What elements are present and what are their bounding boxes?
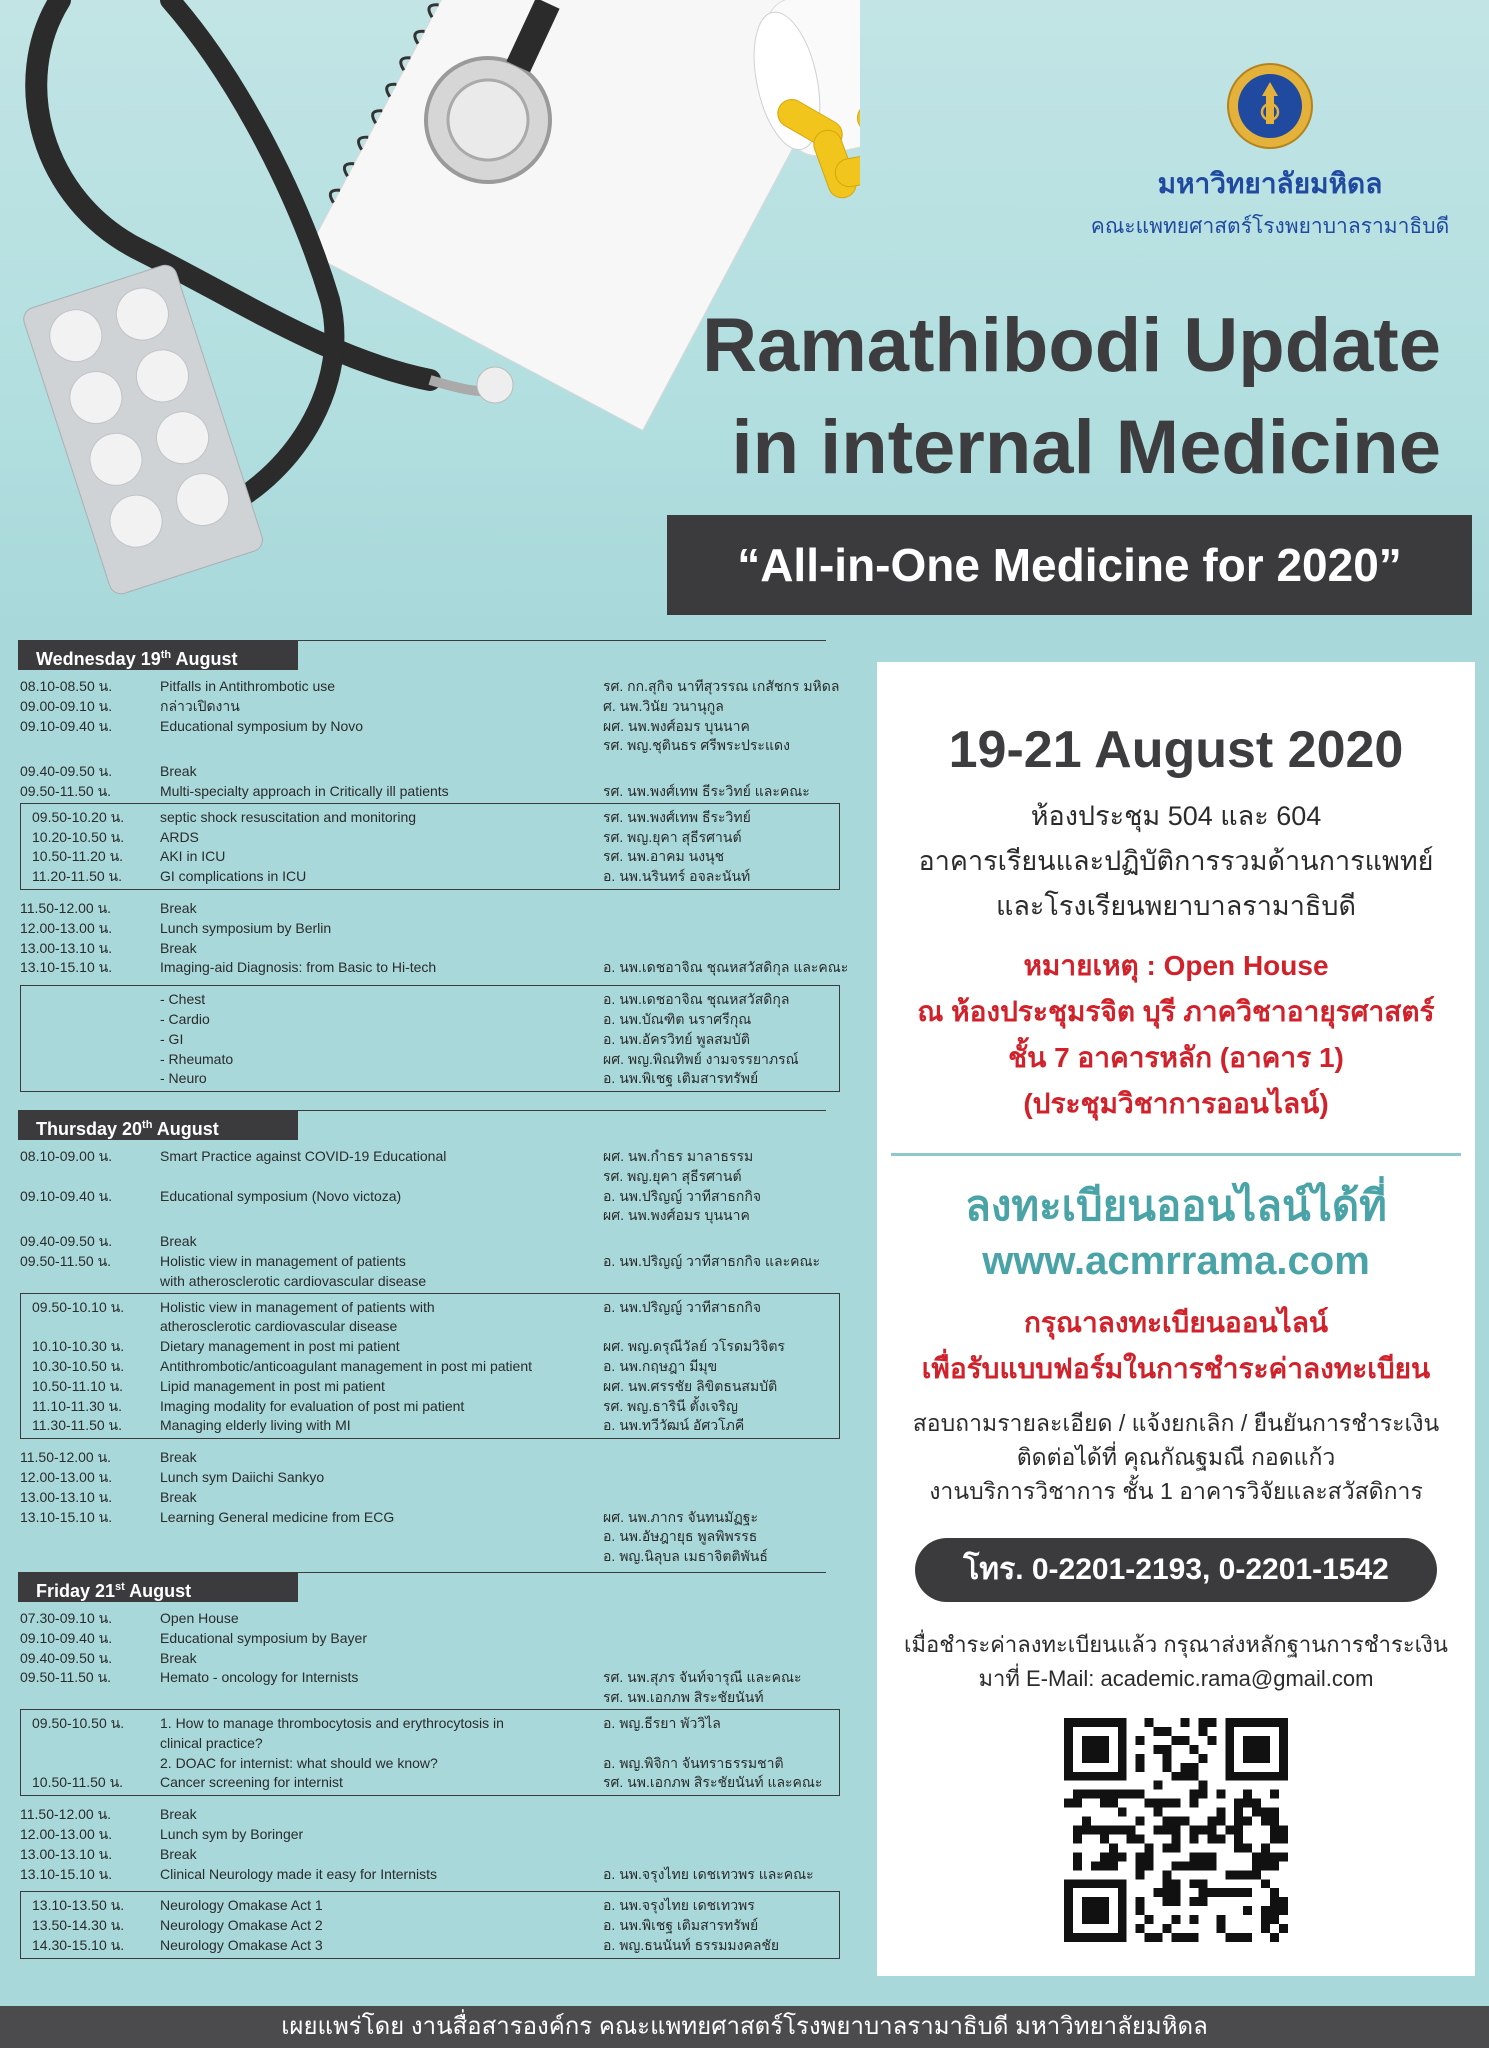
schedule-row bbox=[18, 1648, 868, 1668]
session-speaker: ศ. นพ.วินัย วนานุกูล bbox=[603, 697, 724, 714]
session-topic: Cancer screening for internist bbox=[160, 1774, 343, 1791]
session-time: 12.00-13.00 น. bbox=[20, 919, 113, 936]
session-time: 10.10-10.30 น. bbox=[32, 1338, 125, 1355]
session-speaker: รศ. พญ.ยุคา สุธีรศานต์ bbox=[603, 1167, 742, 1184]
session-time: 09.50-10.10 น. bbox=[32, 1298, 125, 1315]
session-speaker: ผศ. นพ.ภากร จันทนมัฏฐะ bbox=[603, 1508, 758, 1525]
schedule-row bbox=[18, 1804, 868, 1824]
schedule-row bbox=[18, 1251, 868, 1271]
session-time: 13.10-13.50 น. bbox=[32, 1897, 125, 1914]
session-speaker: ผศ. พญ.พิณทิพย์ งามจรรยาภรณ์ bbox=[603, 1050, 799, 1067]
footer-credit: เผยแพร่โดย งานสื่อสารองค์กร คณะแพทยศาสตร์โรงพยาบาลรามาธิบดี มหาวิทยาลัยมหิดล bbox=[0, 2006, 1489, 2048]
session-topic: Break bbox=[160, 1449, 197, 1466]
session-topic: Break bbox=[160, 1649, 197, 1666]
session-speaker: ผศ. นพ.กำธร มาลาธรรม bbox=[603, 1148, 754, 1164]
session-time: 07.30-09.10 น. bbox=[20, 1610, 113, 1626]
note-line: ชั้น 7 อาคารหลัก (อาคาร 1) bbox=[1008, 1042, 1344, 1073]
session-speaker: ผศ. นพ.พงศ์อมร บุนนาค bbox=[603, 717, 750, 734]
session-topic: - Rheumato bbox=[160, 1050, 234, 1067]
session-time: 09.10-09.40 น. bbox=[20, 1187, 113, 1204]
session-time: 13.00-13.10 น. bbox=[20, 1488, 113, 1505]
note-line: หมายเหตุ : Open House bbox=[1023, 950, 1329, 981]
session-topic: - Chest bbox=[160, 991, 206, 1008]
session-speaker: อ. นพ.กฤษฎา มีมุข bbox=[603, 1358, 718, 1374]
schedule-row bbox=[18, 1608, 868, 1628]
session-topic: Lunch sym by Boringer bbox=[160, 1826, 304, 1842]
session-topic: Antithrombotic/anticoagulant management in post mi patient bbox=[160, 1358, 532, 1374]
session-time: 09.40-09.50 น. bbox=[20, 763, 113, 780]
session-topic: Pitfalls in Antithrombotic use bbox=[160, 678, 336, 694]
schedule-row bbox=[18, 1271, 868, 1291]
session-time: 14.30-15.10 น. bbox=[32, 1937, 125, 1953]
session-topic: Hemato - oncology for Internists bbox=[160, 1669, 359, 1686]
session-time: 09.50-11.50 น. bbox=[20, 1253, 112, 1269]
session-group-box bbox=[20, 1709, 840, 1796]
schedule-row bbox=[18, 1628, 868, 1648]
session-time: 13.10-15.10 น. bbox=[20, 1865, 113, 1882]
schedule-row bbox=[18, 938, 868, 958]
schedule-row bbox=[18, 1844, 868, 1864]
session-topic: Lunch sym Daiichi Sankyo bbox=[160, 1469, 325, 1485]
university-logo-block bbox=[1060, 62, 1480, 243]
schedule-row bbox=[18, 696, 868, 716]
contact-line: งานบริการวิชาการ ชั้น 1 อาคารวิจัยและสวัสดิการ bbox=[929, 1478, 1423, 1504]
venue bbox=[877, 794, 1475, 929]
event-date: 19-21 August 2020 bbox=[948, 721, 1404, 779]
session-topic: Educational symposium by Bayer bbox=[160, 1629, 367, 1646]
session-speaker: อ. นพ.เดชอาจิณ ชุณหสวัสดิกุล bbox=[603, 991, 790, 1008]
session-topic: atherosclerotic cardiovascular disease bbox=[160, 1318, 398, 1335]
payment-info bbox=[877, 1628, 1475, 1696]
session-time: 10.50-11.10 น. bbox=[32, 1377, 124, 1394]
session-time: 11.20-11.50 น. bbox=[32, 868, 123, 885]
note-line: ณ ห้องประชุมรจิต บุรี ภาควิชาอายุรศาสตร์ bbox=[917, 996, 1435, 1027]
session-topic: Smart Practice against COVID-19 Educational bbox=[160, 1148, 447, 1164]
register-heading: ลงทะเบียนออนไลน์ได้ที่ bbox=[965, 1182, 1387, 1229]
session-topic: Multi-specialty approach in Critically ill patients bbox=[160, 783, 449, 799]
session-time: 11.50-12.00 น. bbox=[20, 1449, 112, 1466]
session-speaker: รศ. นพ.สุภร จันท์จารุณี และคณะ bbox=[603, 1669, 802, 1686]
schedule-row bbox=[18, 1487, 868, 1507]
session-speaker: รศ. พญ.ชุตินธร ศรีพระประแดง bbox=[603, 737, 790, 754]
session-topic: Neurology Omakase Act 2 bbox=[160, 1917, 323, 1934]
session-topic: Lunch symposium by Berlin bbox=[160, 919, 332, 936]
session-topic: Dietary management in post mi patient bbox=[160, 1338, 400, 1355]
schedule-row bbox=[18, 1166, 868, 1186]
session-speaker: รศ. นพ.เอกภพ สิระชัยนันท์ bbox=[603, 1689, 764, 1706]
contact-line: สอบถามรายละเอียด / แจ้งยกเลิก / ยืนยันการชำระเงิน bbox=[912, 1410, 1440, 1436]
divider bbox=[891, 1153, 1461, 1156]
session-speaker: ผศ. นพ.ศรรชัย ลิขิตธนสมบัติ bbox=[603, 1377, 778, 1394]
session-topic: Educational symposium (Novo victoza) bbox=[160, 1187, 402, 1204]
session-topic: GI complications in ICU bbox=[160, 868, 307, 885]
day-heading: Wednesday 19th August bbox=[18, 640, 298, 670]
session-speaker: ผศ. พญ.ดรุณีวัลย์ วโรดมวิจิตร bbox=[603, 1338, 785, 1355]
session-group-box bbox=[20, 803, 840, 890]
session-topic: Break bbox=[160, 763, 197, 780]
session-time: 09.50-10.50 น. bbox=[32, 1715, 125, 1731]
session-topic: Break bbox=[160, 1233, 197, 1250]
session-speaker: รศ. พญ.ธารินี ตั้งเจริญ bbox=[603, 1397, 738, 1414]
registration-website-link[interactable]: www.acmrrama.com bbox=[982, 1239, 1370, 1283]
venue-line: ห้องประชุม 504 และ 604 bbox=[1030, 801, 1322, 831]
schedule-row bbox=[18, 676, 868, 696]
contact-info bbox=[877, 1406, 1475, 1508]
session-time: 11.10-11.30 น. bbox=[32, 1397, 123, 1414]
session-speaker: อ. นพ.ปริญญ์ วาทีสาธกกิจ และคณะ bbox=[603, 1253, 820, 1269]
schedule-row bbox=[18, 1864, 868, 1884]
session-topic: 2. DOAC for internist: what should we know? bbox=[160, 1754, 438, 1771]
session-speaker: อ. นพ.เดชอาจิณ ชุณหสวัสดิกุล และคณะ bbox=[603, 959, 849, 976]
session-time: 09.00-09.10 น. bbox=[20, 697, 113, 714]
session-speaker: อ. พญ.นิลุบล เมธาจิตติพันธ์ bbox=[603, 1548, 768, 1565]
session-speaker: อ. นพ.ปริญญ์ วาทีสาธกกิจ bbox=[603, 1298, 762, 1315]
session-time: 08.10-08.50 น. bbox=[20, 678, 113, 694]
session-topic: Holistic view in management of patients with bbox=[160, 1298, 435, 1315]
session-topic: ARDS bbox=[160, 828, 199, 845]
session-time: 08.10-09.00 น. bbox=[20, 1148, 113, 1164]
schedule-row bbox=[18, 1186, 868, 1206]
session-speaker: รศ. นพ.พงศ์เทพ ธีระวิทย์ bbox=[603, 808, 751, 825]
session-time: 10.20-10.50 น. bbox=[32, 828, 125, 845]
event-slogan: “All-in-One Medicine for 2020” bbox=[667, 515, 1472, 615]
payment-line: เมื่อชำระค่าลงทะเบียนแล้ว กรุณาส่งหลักฐานการชำระเงิน bbox=[904, 1632, 1448, 1657]
schedule-row bbox=[18, 1667, 868, 1687]
session-time: 09.50-11.50 น. bbox=[20, 783, 112, 799]
hero-banner bbox=[0, 0, 1489, 640]
schedule-row bbox=[18, 1507, 868, 1527]
session-time: 11.50-12.00 น. bbox=[20, 900, 112, 916]
schedule-row bbox=[18, 898, 868, 918]
registration-note bbox=[877, 1300, 1475, 1392]
day-heading: Friday 21st August bbox=[18, 1572, 298, 1602]
session-time: 12.00-13.00 น. bbox=[20, 1469, 113, 1485]
schedule-row bbox=[18, 1687, 868, 1707]
session-group-box bbox=[20, 1891, 840, 1958]
note-line: (ประชุมวิชาการออนไลน์) bbox=[1023, 1088, 1329, 1119]
schedule-row bbox=[18, 781, 868, 801]
session-topic: Neurology Omakase Act 3 bbox=[160, 1937, 323, 1953]
session-time: 13.50-14.30 น. bbox=[32, 1917, 125, 1934]
session-time: 09.50-11.50 น. bbox=[20, 1669, 112, 1686]
session-time: 09.10-09.40 น. bbox=[20, 1629, 113, 1646]
session-speaker: อ. นพ.บัณฑิต นราศรีกุณ bbox=[603, 1011, 752, 1027]
session-topic: septic shock resuscitation and monitoring bbox=[160, 808, 417, 825]
session-topic: with atherosclerotic cardiovascular disease bbox=[160, 1272, 427, 1289]
session-time: 13.00-13.10 น. bbox=[20, 939, 113, 956]
venue-line: อาคารเรียนและปฏิบัติการรวมด้านการแพทย์ bbox=[918, 846, 1434, 876]
session-speaker: อ. นพ.จรุงไทย เดชเทวพร bbox=[603, 1897, 755, 1914]
session-time: 13.00-13.10 น. bbox=[20, 1845, 113, 1862]
session-topic: Learning General medicine from ECG bbox=[160, 1508, 395, 1525]
session-speaker: อ. นพ.อัษฎายุธ พูลพิพรรธ bbox=[603, 1528, 758, 1545]
session-topic: Lipid management in post mi patient bbox=[160, 1377, 385, 1394]
session-speaker: รศ. นพ.เอกภพ สิระชัยนันท์ และคณะ bbox=[603, 1774, 823, 1791]
registration-qr-code[interactable] bbox=[1064, 1718, 1288, 1942]
session-topic: Holistic view in management of patients bbox=[160, 1253, 406, 1269]
session-speaker: อ. นพ.อัครวิทย์ พูลสมบัติ bbox=[603, 1030, 750, 1047]
schedule-row bbox=[18, 1824, 868, 1844]
session-topic: 1. How to manage thrombocytosis and erythrocytosis in bbox=[160, 1715, 504, 1731]
session-time: 10.50-11.50 น. bbox=[32, 1774, 124, 1791]
session-topic: Managing elderly living with MI bbox=[160, 1417, 351, 1434]
session-time: 11.50-12.00 น. bbox=[20, 1806, 112, 1823]
session-speaker: อ. นพ.ปริญญ์ วาทีสาธกกิจ bbox=[603, 1187, 762, 1204]
schedule-row bbox=[18, 735, 868, 755]
session-topic: Imaging-aid Diagnosis: from Basic to Hi-tech bbox=[160, 959, 437, 976]
session-group-box bbox=[20, 1293, 840, 1440]
session-group-box bbox=[20, 985, 840, 1092]
schedule-row bbox=[18, 1447, 868, 1467]
session-topic: Break bbox=[160, 1488, 197, 1505]
day-heading: Thursday 20th August bbox=[18, 1110, 298, 1140]
session-topic: Neurology Omakase Act 1 bbox=[160, 1897, 323, 1914]
session-topic: Imaging modality for evaluation of post mi patient bbox=[160, 1397, 465, 1414]
event-title-line2: in internal Medicine bbox=[731, 405, 1441, 490]
session-topic: Open House bbox=[160, 1610, 239, 1626]
session-time: 13.10-15.10 น. bbox=[20, 1508, 113, 1525]
session-topic: Break bbox=[160, 1845, 197, 1862]
session-time: 09.40-09.50 น. bbox=[20, 1233, 113, 1250]
phone-pill: โทร. 0-2201-2193, 0-2201-1542 bbox=[915, 1538, 1437, 1602]
university-name: มหาวิทยาลัยมหิดล bbox=[1157, 168, 1383, 199]
session-topic: Educational symposium by Novo bbox=[160, 717, 364, 734]
session-speaker: อ. พญ.ธนนันท์ ธรรมมงคลชัย bbox=[603, 1937, 780, 1953]
session-speaker: รศ. นพ.พงศ์เทพ ธีระวิทย์ และคณะ bbox=[603, 783, 810, 799]
schedule-row bbox=[18, 761, 868, 781]
session-speaker: อ. นพ.พิเชฐ เติมสารทรัพย์ bbox=[603, 1070, 759, 1087]
schedule-row bbox=[18, 918, 868, 938]
session-speaker: อ. นพ.พิเชฐ เติมสารทรัพย์ bbox=[603, 1917, 759, 1934]
schedule-row bbox=[18, 1467, 868, 1487]
session-time: 11.30-11.50 น. bbox=[32, 1417, 123, 1434]
faculty-name: คณะแพทยศาสตร์โรงพยาบาลรามาธิบดี bbox=[1090, 215, 1450, 238]
registration-note-line: กรุณาลงทะเบียนออนไลน์ bbox=[1023, 1307, 1329, 1338]
session-topic: - Cardio bbox=[160, 1011, 210, 1027]
schedule-row bbox=[18, 1146, 868, 1166]
session-speaker: อ. พญ.ธีรยา พัววิไล bbox=[603, 1715, 721, 1731]
payment-email[interactable]: มาที่ E-Mail: academic.rama@gmail.com bbox=[978, 1666, 1374, 1691]
session-speaker: อ. นพ.ทวีวัฒน์ อัศวโภคี bbox=[603, 1417, 745, 1434]
event-title-line1: Ramathibodi Update bbox=[702, 303, 1441, 388]
schedule-row bbox=[18, 957, 868, 977]
session-topic: - GI bbox=[160, 1030, 184, 1047]
schedule-row bbox=[18, 1546, 868, 1566]
schedule-row bbox=[18, 1231, 868, 1251]
session-topic: clinical practice? bbox=[160, 1734, 263, 1751]
session-topic: AKI in ICU bbox=[160, 848, 226, 865]
registration-note-line: เพื่อรับแบบฟอร์มในการชำระค่าลงทะเบียน bbox=[921, 1353, 1431, 1384]
venue-line: และโรงเรียนพยาบาลรามาธิบดี bbox=[995, 891, 1357, 921]
session-speaker: ผศ. นพ.พงศ์อมร บุนนาค bbox=[603, 1207, 750, 1224]
session-speaker: อ. นพ.นรินทร์ อจละนันท์ bbox=[603, 868, 751, 885]
info-panel bbox=[877, 662, 1475, 1976]
session-speaker: รศ. นพ.อาคม นงนุช bbox=[603, 848, 725, 865]
session-topic: Break bbox=[160, 939, 197, 956]
session-time: 10.30-10.50 น. bbox=[32, 1358, 125, 1374]
session-topic: - Neuro bbox=[160, 1070, 207, 1087]
schedule-row bbox=[18, 1205, 868, 1225]
session-time: 09.40-09.50 น. bbox=[20, 1649, 113, 1666]
contact-line: ติดต่อได้ที่ คุณกัณฐมณี กอดแก้ว bbox=[1016, 1444, 1336, 1470]
session-time: 10.50-11.20 น. bbox=[32, 848, 124, 865]
mahidol-university-seal bbox=[1226, 62, 1314, 150]
schedule-row bbox=[18, 716, 868, 736]
session-speaker: อ. พญ.พิจิกา จันทราธรรมชาติ bbox=[603, 1754, 784, 1771]
session-time: 13.10-15.10 น. bbox=[20, 959, 113, 976]
session-topic: Break bbox=[160, 900, 197, 916]
session-topic: Break bbox=[160, 1806, 197, 1823]
session-speaker: อ. นพ.จรุงไทย เดชเทวพร และคณะ bbox=[603, 1865, 814, 1882]
schedule-row bbox=[18, 1526, 868, 1546]
session-time: 09.10-09.40 น. bbox=[20, 717, 113, 734]
session-speaker: รศ. กก.สุกิจ นาทีสุวรรณ เกสัชกร มหิดล bbox=[603, 678, 840, 694]
session-time: 12.00-13.00 น. bbox=[20, 1826, 113, 1842]
session-speaker: รศ. พญ.ยุคา สุธีรศานต์ bbox=[603, 828, 742, 845]
session-topic: Clinical Neurology made it easy for Internists bbox=[160, 1865, 438, 1882]
session-time: 09.50-10.20 น. bbox=[32, 808, 125, 825]
open-house-note bbox=[877, 943, 1475, 1127]
session-topic: กล่าวเปิดงาน bbox=[160, 697, 240, 714]
